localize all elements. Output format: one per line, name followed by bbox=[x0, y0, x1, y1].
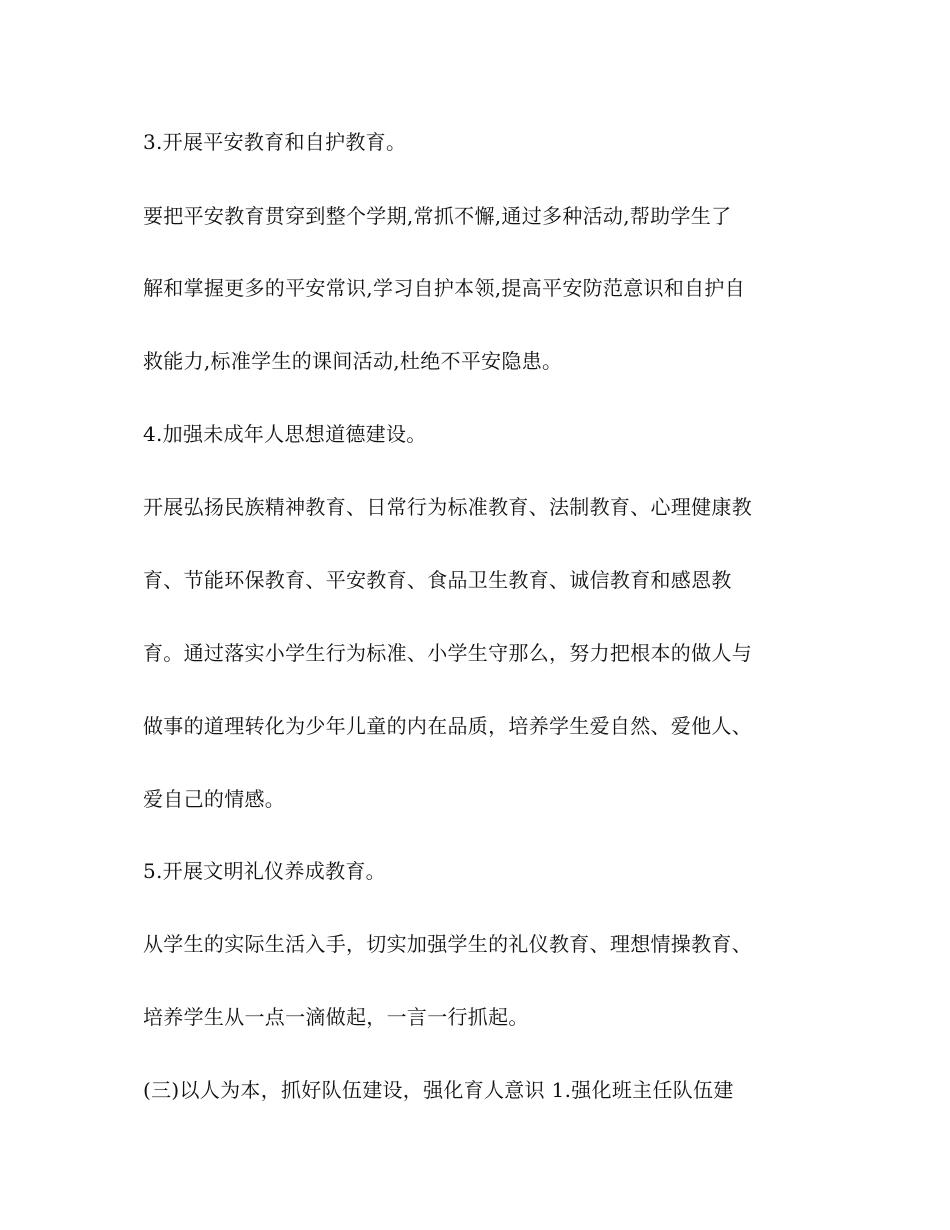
paragraph-line: 从学生的实际生活入手，切实加强学生的礼仪教育、理想情操教育、 bbox=[143, 932, 752, 956]
paragraph-line: 培养学生从一点一滴做起，一言一行抓起。 bbox=[143, 1005, 529, 1029]
paragraph-line: 救能力,标准学生的课间活动,杜绝不平安隐患。 bbox=[143, 349, 563, 373]
paragraph-line: 要把平安教育贯穿到整个学期,常抓不懈,通过多种活动,帮助学生了 bbox=[143, 204, 732, 228]
heading-4-moral-development: 4.加强未成年人思想道德建设。 bbox=[143, 422, 427, 446]
section-heading-team-building: (三)以人为本，抓好队伍建设，强化育人意识 1.强化班主任队伍建 bbox=[143, 1078, 734, 1102]
heading-5-etiquette-education: 5.开展文明礼仪养成教育。 bbox=[143, 859, 386, 883]
paragraph-line: 育。通过落实小学生行为标准、小学生守那么，努力把根本的做人与 bbox=[143, 641, 752, 665]
paragraph-line: 解和掌握更多的平安常识,学习自护本领,提高平安防范意识和自护自 bbox=[143, 276, 746, 300]
paragraph-line: 开展弘扬民族精神教育、日常行为标准教育、法制教育、心理健康教 bbox=[143, 495, 752, 519]
paragraph-line: 爱自己的情感。 bbox=[143, 787, 286, 811]
paragraph-line: 育、节能环保教育、平安教育、食品卫生教育、诚信教育和感恩教 bbox=[143, 568, 732, 592]
paragraph-line: 做事的道理转化为少年儿童的内在品质，培养学生爱自然、爱他人、 bbox=[143, 714, 752, 738]
heading-3-safety-education: 3.开展平安教育和自护教育。 bbox=[143, 130, 407, 154]
